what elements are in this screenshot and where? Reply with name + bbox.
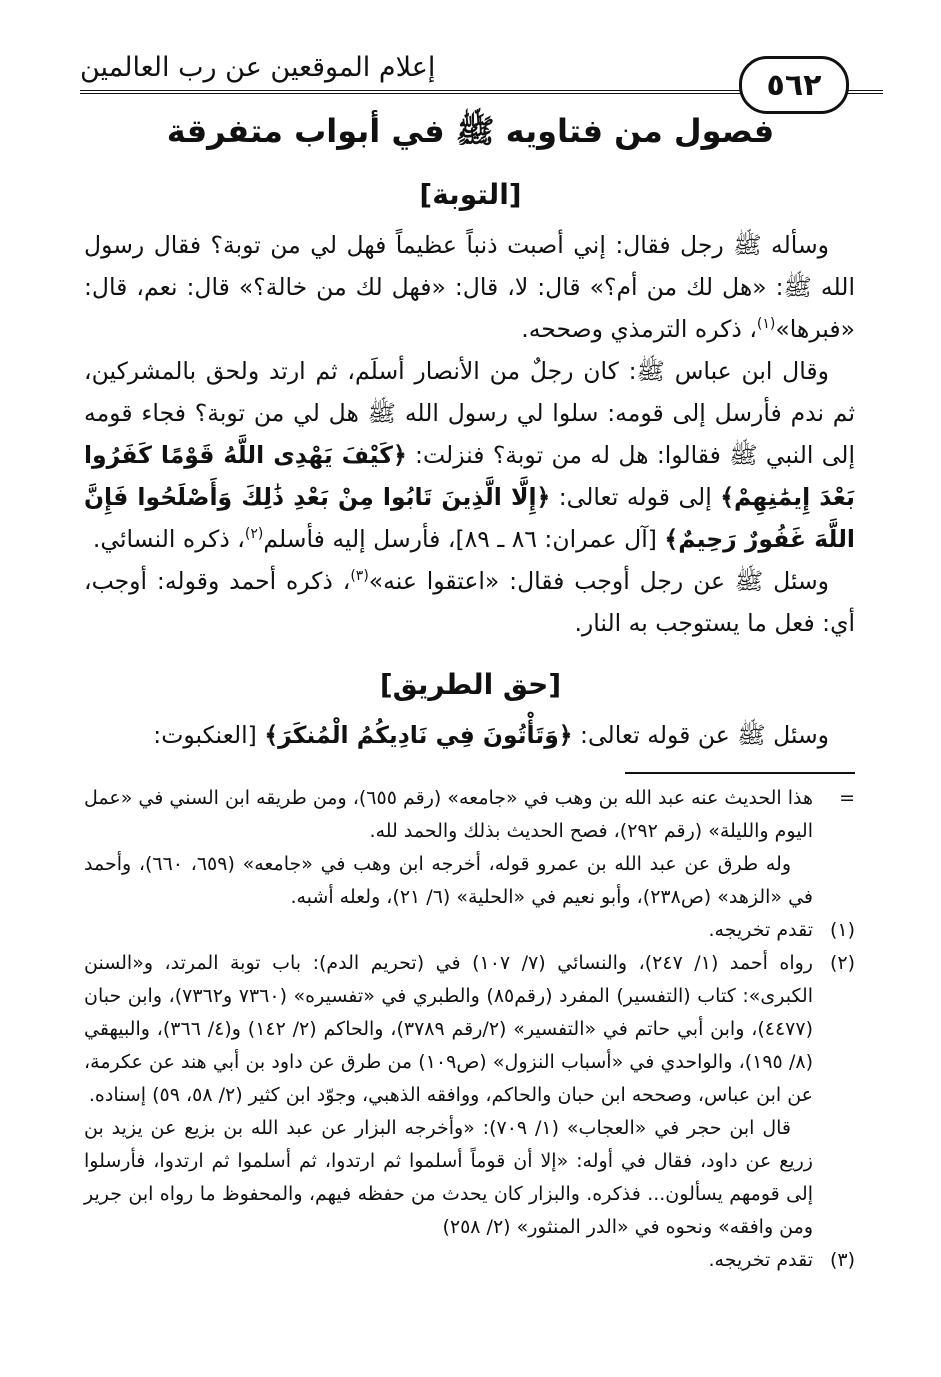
paragraph-text: ، ذكره الترمذي وصححه. (521, 315, 757, 343)
footnote-paragraph: وله طرق عن عبد الله بن عمرو قوله، أخرجه ابن وهب في «جامعه» (٦٥٩، ٦٦٠)، وأحمد في «الزهد» (ص٢٣٨)، وأبو نعيم في «الحلية» (٦/ ٢١)، ولعله أشبه. (84, 853, 813, 908)
paragraph (84, 224, 855, 350)
paragraph-text: ، ذكره النسائي. (92, 525, 245, 553)
footnote-text (84, 782, 813, 914)
chapter-title: فصول من فتاويه ﷺ في أبواب متفرقة (166, 112, 775, 150)
footnotes (84, 782, 855, 1277)
paragraph-text: [آل عمران: ٨٦ ـ ٨٩]، فأرسل إليه فأسلم (263, 525, 665, 553)
footnote-ref: (١) (756, 316, 776, 333)
paragraph (84, 350, 855, 560)
paragraph-text: ، ذكره أحمد وقوله: أوجب، أي: فعل ما يستوجب به النار. (84, 567, 855, 637)
footnote-text (84, 914, 813, 947)
paragraph-text: [العنكبوت: (153, 721, 265, 749)
footnote-3 (84, 1244, 855, 1277)
footnote-2 (84, 947, 855, 1244)
footnote-separator (625, 772, 855, 774)
paragraph-text: وسئل ﷺ عن قوله تعالى: (572, 721, 829, 749)
section-body-road-rights (84, 714, 855, 756)
quran-verse: ﴿إِلَّا الَّذِينَ تَابُوا مِنْ بَعْدِ ذَٰلِكَ وَأَصْلَحُوا فَإِنَّ اللَّهَ غَفُورٌ رَحِيمٌ﴾ (84, 483, 855, 553)
section-body-repentance (84, 224, 855, 644)
footnote-paragraph: تقدم تخريجه. (708, 919, 813, 941)
section-title-road-rights: [حق الطريق] (379, 668, 562, 701)
page-number: ٥٦٢ (739, 56, 849, 114)
footnote-paragraph: رواه أحمد (١/ ٢٤٧)، والنسائي (٧/ ١٠٧) في (تحريم الدم): باب توبة المرتد، و«السنن الكبرى»: كتاب (التفسير) المفرد (رقم٨٥) والطبري في «تفسيره» (٧٣٦٠ و٧٣٦٢)، وابن حبان (٤٤٧٧)، وابن أبي حاتم في «التفسير» (٢/رقم ٣٧٨٩)، والحاكم (٢/ ١٤٢) و(٤/ ٣٦٦)، والبيهقي (٨/ ١٩٥)، والواحدي في «أسباب النزول» (ص١٠٩) من طرق عن داود بن أبي هند عن عكرمة، عن ابن عباس، وصححه ابن حبان والحاكم، ووافقه الذهبي، وجوّد ابن كثير (٢/ ٥٨، ٥٩) إسناده. (84, 952, 814, 1106)
footnote-paragraph: هذا الحديث عنه عبد الله بن وهب في «جامعه» (رقم ٦٥٥)، ومن طريقه ابن السني في «عمل اليوم والليلة» (رقم ٢٩٢)، فصح الحديث بذلك والحمد لله. (84, 787, 813, 842)
paragraph (84, 560, 855, 644)
quran-verse: ﴿كَيْفَ يَهْدِى اللَّهُ قَوْمًا كَفَرُوا بَعْدَ إِيمَٰنِهِمْ﴾ (84, 441, 855, 511)
paragraph-text: إلى قوله تعالى: (550, 483, 721, 511)
footnote-ref: (٢) (244, 526, 264, 543)
footnote-mark: = (839, 787, 855, 809)
paragraph-text: وسأله ﷺ رجل فقال: إني أصبت ذنباً عظيماً فهل لي من توبة؟ فقال رسول الله ﷺ: «هل لك من أم؟» قال: لا، قال: «فهل لك من خالة؟» قال: نعم، قال: «فبرها» (84, 231, 855, 343)
footnote-ref: (٣) (350, 568, 369, 585)
footnote-mark: (١) (829, 919, 855, 941)
paragraph-text: وقال ابن عباس ﷺ: كان رجلٌ من الأنصار أسلَم، ثم ارتد ولحق بالمشركين، ثم ندم فأرسل إلى قومه: سلوا لي رسول الله ﷺ هل لي من توبة؟ فجاء قومه إلى النبي ﷺ فقالوا: هل له من توبة؟ فنزلت: (84, 357, 855, 469)
footnote-mark: (٣) (829, 1249, 855, 1271)
footnote-text (84, 947, 813, 1244)
footnote-continuation (84, 782, 855, 914)
footnote-1 (84, 914, 855, 947)
section-title-repentance: [التوبة] (419, 178, 522, 211)
footnote-mark: (٢) (829, 952, 855, 974)
footnote-text (84, 1244, 813, 1277)
paragraph (84, 714, 855, 756)
paragraph-text: وسئل ﷺ عن رجل أوجب فقال: «اعتقوا عنه» (368, 567, 830, 595)
footnote-paragraph: قال ابن حجر في «العجاب» (١/ ٧٠٩): «وأخرجه البزار عن عبد الله بن بزيع عن يزيد بن زريع عن داود، فقال في أوله: «إلا أن قوماً أسلموا ثم ارتدوا، ثم أسلموا ثم ارتدوا، فأرسلوا إلى قومهم يسألون... فذكره. والبزار كان يحدث من حفظه فيهم، والمحفوظ ما رواه ابن جرير ومن وافقه» ونحوه في «الدر المنثور» (٢/ ٢٥٨) (84, 1117, 813, 1238)
footnote-paragraph: تقدم تخريجه. (708, 1249, 813, 1271)
quran-verse: ﴿وَتَأْتُونَ فِي نَادِيكُمُ الْمُنكَرَ﴾ (264, 721, 573, 749)
running-title: إعلام الموقعين عن رب العالمين (80, 52, 436, 83)
